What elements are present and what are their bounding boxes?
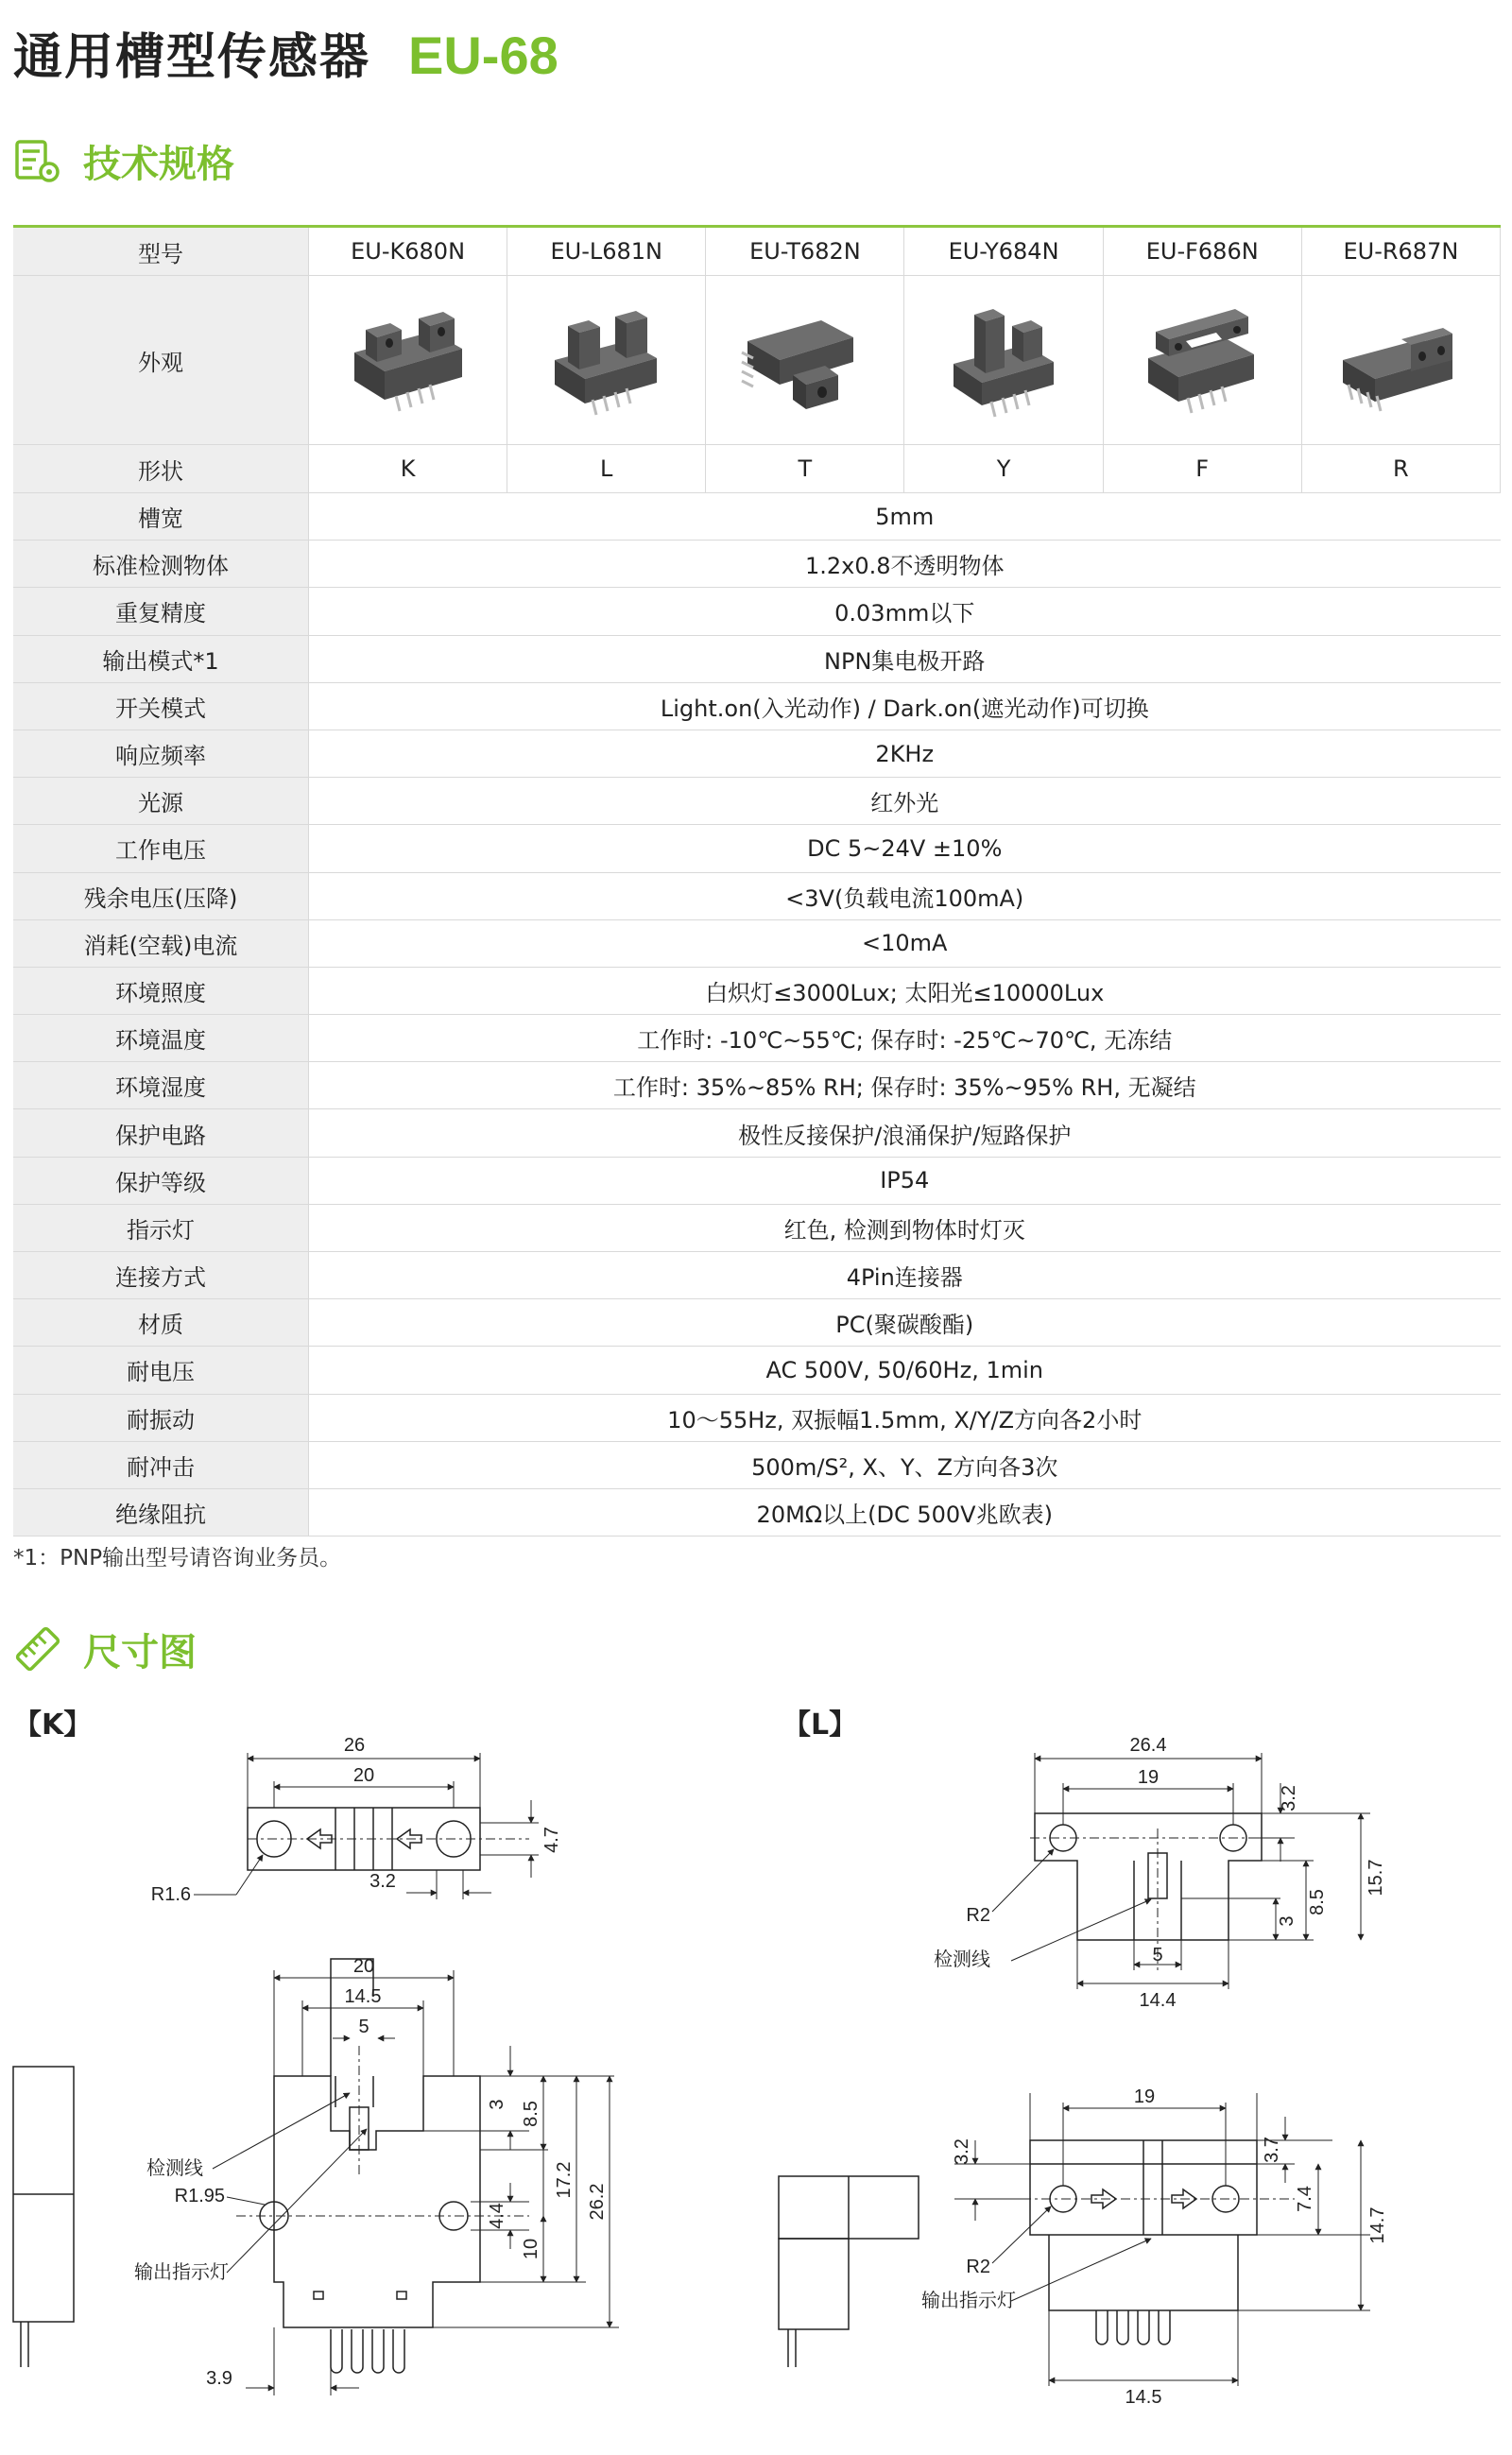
dim-l-5: 5	[1152, 1945, 1163, 1966]
table-row	[13, 493, 1501, 541]
dimension-drawing-l	[765, 1734, 1512, 2452]
row-value: 2KHz	[309, 730, 1501, 777]
spec-list-icon	[13, 136, 62, 185]
table-row	[13, 1252, 1501, 1299]
dim-l-8-5: 8.5	[1307, 1889, 1328, 1915]
dim-l-3-7: 3.7	[1262, 2137, 1282, 2163]
table-row	[13, 1394, 1501, 1441]
shape-cell: T	[706, 445, 904, 493]
row-value: 4Pin连接器	[309, 1252, 1501, 1299]
spec-table	[13, 225, 1501, 1537]
dim-k-3-9: 3.9	[206, 2368, 232, 2389]
model-cell: EU-Y684N	[904, 227, 1103, 276]
page-title	[13, 17, 558, 86]
row-label: 绝缘阻抗	[13, 1488, 309, 1536]
dimension-section-header	[13, 1621, 197, 1677]
shape-cell: L	[507, 445, 706, 493]
row-value: Light.on(入光动作) / Dark.on(遮光动作)可切换	[309, 682, 1501, 730]
model-cell: EU-K680N	[309, 227, 507, 276]
row-label: 耐冲击	[13, 1441, 309, 1488]
product-image-cell	[1103, 276, 1301, 445]
note-l-detect-line: 检测线	[934, 1949, 990, 1970]
dim-k-8-5: 8.5	[521, 2101, 541, 2127]
table-row	[13, 778, 1501, 825]
row-label: 标准检测物体	[13, 541, 309, 588]
product-image-cell	[1301, 276, 1500, 445]
dim-k-r1-95: R1.95	[174, 2186, 225, 2206]
row-value: <3V(负载电流100mA)	[309, 872, 1501, 919]
model-cell: EU-R687N	[1301, 227, 1500, 276]
table-row	[13, 1488, 1501, 1536]
row-label: 耐振动	[13, 1394, 309, 1441]
table-row	[13, 730, 1501, 777]
drawing-l-label: 【L】	[782, 1708, 858, 1742]
dim-k-r1-6: R1.6	[150, 1884, 191, 1905]
row-value: 红色, 检测到物体时灯灭	[309, 1204, 1501, 1251]
product-image-cell	[706, 276, 904, 445]
row-value: 1.2x0.8不透明物体	[309, 541, 1501, 588]
row-label: 指示灯	[13, 1204, 309, 1251]
dim-l-14-5: 14.5	[1125, 2387, 1162, 2408]
model-cell: EU-T682N	[706, 227, 904, 276]
table-row	[13, 1062, 1501, 1109]
product-image-y	[933, 294, 1074, 426]
row-label: 光源	[13, 778, 309, 825]
model-cell: EU-L681N	[507, 227, 706, 276]
row-label: 耐电压	[13, 1347, 309, 1394]
note-k-indicator: 输出指示灯	[134, 2262, 229, 2283]
row-label: 重复精度	[13, 588, 309, 635]
dim-l-19: 19	[1137, 1767, 1160, 1788]
product-image-k	[337, 294, 479, 426]
ruler-icon	[13, 1624, 62, 1674]
dimension-drawing-k	[0, 1734, 756, 2452]
note-l-indicator: 输出指示灯	[921, 2291, 1016, 2311]
table-row	[13, 1347, 1501, 1394]
table-row	[13, 919, 1501, 967]
row-label: 保护电路	[13, 1109, 309, 1157]
shape-row	[13, 445, 1501, 493]
table-row	[13, 1299, 1501, 1347]
note-k-detect-line: 检测线	[146, 2158, 203, 2179]
table-header-row	[13, 227, 1501, 276]
dim-l-front-3-2: 3.2	[952, 2138, 972, 2165]
shape-cell: K	[309, 445, 507, 493]
dim-k-4-7: 4.7	[541, 1827, 562, 1853]
dim-k-5: 5	[358, 2017, 369, 2037]
row-label: 保护等级	[13, 1157, 309, 1204]
row-value: 工作时: 35%~85% RH; 保存时: 35%~95% RH, 无凝结	[309, 1062, 1501, 1109]
row-label: 连接方式	[13, 1252, 309, 1299]
row-value: 白炽灯≤3000Lux; 太阳光≤10000Lux	[309, 967, 1501, 1014]
table-row	[13, 872, 1501, 919]
row-label: 槽宽	[13, 493, 309, 541]
row-value: PC(聚碳酸酯)	[309, 1299, 1501, 1347]
table-row	[13, 635, 1501, 682]
product-name: 通用槽型传感器	[13, 29, 371, 86]
row-value: 工作时: -10℃~55℃; 保存时: -25℃~70℃, 无冻结	[309, 1015, 1501, 1062]
dim-k-3: 3	[487, 2099, 507, 2110]
row-value: 红外光	[309, 778, 1501, 825]
product-model: EU-68	[408, 26, 558, 85]
row-value: 10～55Hz, 双振幅1.5mm, X/Y/Z方向各2小时	[309, 1394, 1501, 1441]
row-value: AC 500V, 50/60Hz, 1min	[309, 1347, 1501, 1394]
dim-k-front-20: 20	[352, 1956, 375, 1977]
shape-cell: R	[1301, 445, 1500, 493]
row-label: 环境温度	[13, 1015, 309, 1062]
dim-l-15-7: 15.7	[1366, 1859, 1386, 1897]
appearance-row	[13, 276, 1501, 445]
product-image-cell	[309, 276, 507, 445]
table-row	[13, 588, 1501, 635]
row-label: 工作电压	[13, 825, 309, 872]
dim-l-3: 3	[1277, 1915, 1297, 1927]
row-label: 型号	[13, 227, 309, 276]
row-label: 开关模式	[13, 682, 309, 730]
product-image-r	[1330, 294, 1471, 426]
row-value: <10mA	[309, 919, 1501, 967]
product-image-f	[1131, 294, 1273, 426]
drawing-k-label: 【K】	[13, 1708, 93, 1742]
row-value: NPN集电极开路	[309, 635, 1501, 682]
dimension-section-title: 尺寸图	[83, 1630, 197, 1674]
table-row	[13, 682, 1501, 730]
dim-l-7-4: 7.4	[1295, 2186, 1315, 2212]
product-image-cell	[507, 276, 706, 445]
table-row	[13, 1204, 1501, 1251]
row-label: 消耗(空载)电流	[13, 919, 309, 967]
model-cell: EU-F686N	[1103, 227, 1301, 276]
shape-cell: F	[1103, 445, 1301, 493]
row-label: 环境湿度	[13, 1062, 309, 1109]
footnote: *1：PNP输出型号请咨询业务员。	[13, 1546, 342, 1571]
row-label: 材质	[13, 1299, 309, 1347]
product-image-cell	[904, 276, 1103, 445]
shape-cell: Y	[904, 445, 1103, 493]
dim-l-14-7: 14.7	[1367, 2206, 1388, 2244]
table-row	[13, 967, 1501, 1014]
dim-k-20: 20	[352, 1765, 375, 1786]
dim-k-14-5: 14.5	[344, 1986, 382, 2007]
table-row	[13, 1015, 1501, 1062]
dim-l-r2: R2	[966, 1905, 990, 1926]
dim-k-26: 26	[343, 1735, 366, 1756]
row-label: 响应频率	[13, 730, 309, 777]
dim-l-26-4: 26.4	[1129, 1735, 1167, 1756]
product-image-l	[536, 294, 678, 426]
row-value: 500m/S², X、Y、Z方向各3次	[309, 1441, 1501, 1488]
row-value: 0.03mm以下	[309, 588, 1501, 635]
row-label: 外观	[13, 276, 309, 445]
dim-l-front-19: 19	[1133, 2086, 1156, 2107]
dim-k-4-4: 4.4	[487, 2203, 507, 2229]
spec-section-title: 技术规格	[83, 142, 234, 186]
table-row	[13, 1441, 1501, 1488]
row-label: 输出模式*1	[13, 635, 309, 682]
row-value: 5mm	[309, 493, 1501, 541]
dim-k-17-2: 17.2	[554, 2161, 575, 2199]
dim-l-front-r2: R2	[966, 2257, 990, 2277]
row-label: 残余电压(压降)	[13, 872, 309, 919]
dim-k-26-2: 26.2	[587, 2183, 608, 2221]
dim-l-14-4: 14.4	[1139, 1990, 1177, 2011]
row-value: 20MΩ以上(DC 500V兆欧表)	[309, 1488, 1501, 1536]
row-value: DC 5~24V ±10%	[309, 825, 1501, 872]
table-row	[13, 825, 1501, 872]
row-value: 极性反接保护/浪涌保护/短路保护	[309, 1109, 1501, 1157]
dim-k-3-2: 3.2	[369, 1871, 396, 1892]
row-label: 形状	[13, 445, 309, 493]
table-row	[13, 1157, 1501, 1204]
row-value: IP54	[309, 1157, 1501, 1204]
table-row	[13, 1109, 1501, 1157]
product-image-t	[734, 294, 876, 426]
dim-k-10: 10	[521, 2238, 541, 2260]
spec-section-header	[13, 132, 234, 189]
row-label: 环境照度	[13, 967, 309, 1014]
dim-l-3-2: 3.2	[1279, 1785, 1299, 1811]
table-row	[13, 541, 1501, 588]
